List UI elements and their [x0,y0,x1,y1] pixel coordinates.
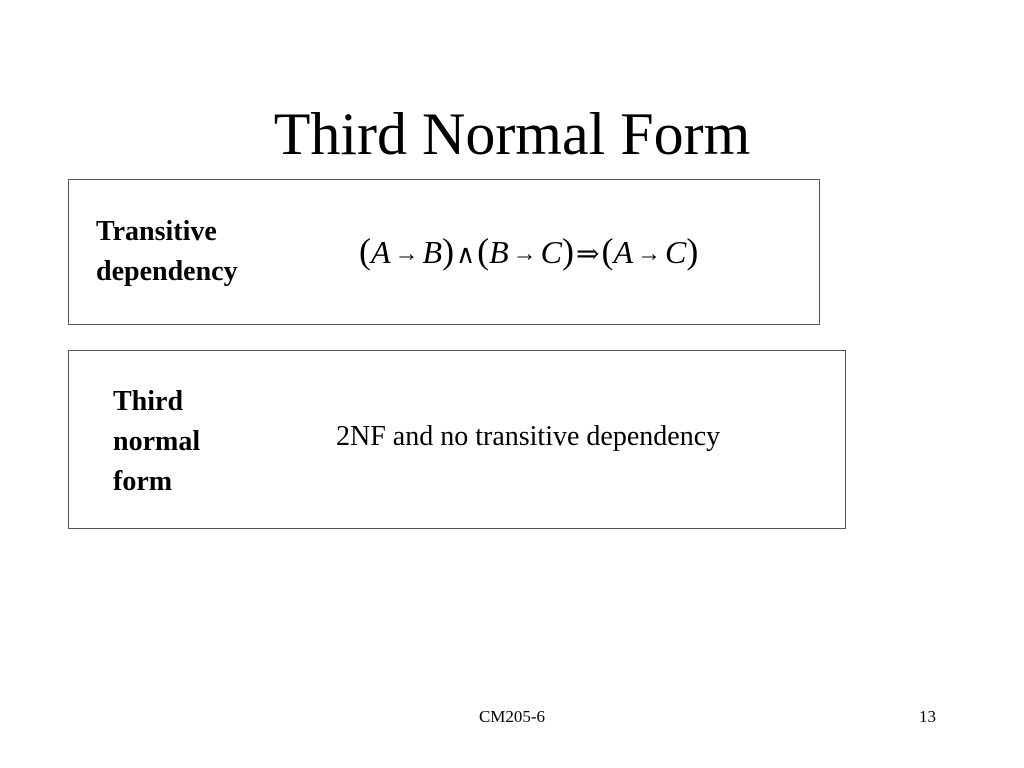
close-paren: ) [686,231,699,271]
var-c: C [540,234,563,270]
var-c: C [665,234,687,270]
open-paren: ( [359,231,371,271]
arrow-symbol: → [512,241,537,267]
third-normal-form-definition: 2NF and no transitive dependency [336,421,721,452]
and-symbol: ∧ [456,240,476,269]
implies-symbol: ⇒ [576,239,600,270]
var-b: B [489,234,509,270]
term-line: Transitive [96,216,217,247]
arrow-symbol: → [394,241,419,267]
close-paren: ) [442,231,455,271]
close-paren: ) [562,231,575,271]
transitive-dependency-box [68,179,820,325]
page-number: 13 [919,707,936,726]
term-line: Third [113,386,184,417]
open-paren: ( [601,231,614,271]
open-paren: ( [477,231,490,271]
var-a: A [613,234,634,270]
transitive-dependency-formula [359,226,698,281]
var-a: A [371,234,391,270]
arrow-symbol: → [637,241,662,267]
footer-course-code: CM205-6 [478,707,546,726]
var-b: B [422,234,443,270]
term-line: dependency [96,256,238,287]
slide-title: Third Normal Form [273,101,751,167]
third-normal-form-term [113,382,273,502]
third-normal-form-box [68,350,846,529]
term-line: normal [113,426,201,457]
term-line: form [113,466,173,497]
transitive-dependency-term [96,212,238,292]
